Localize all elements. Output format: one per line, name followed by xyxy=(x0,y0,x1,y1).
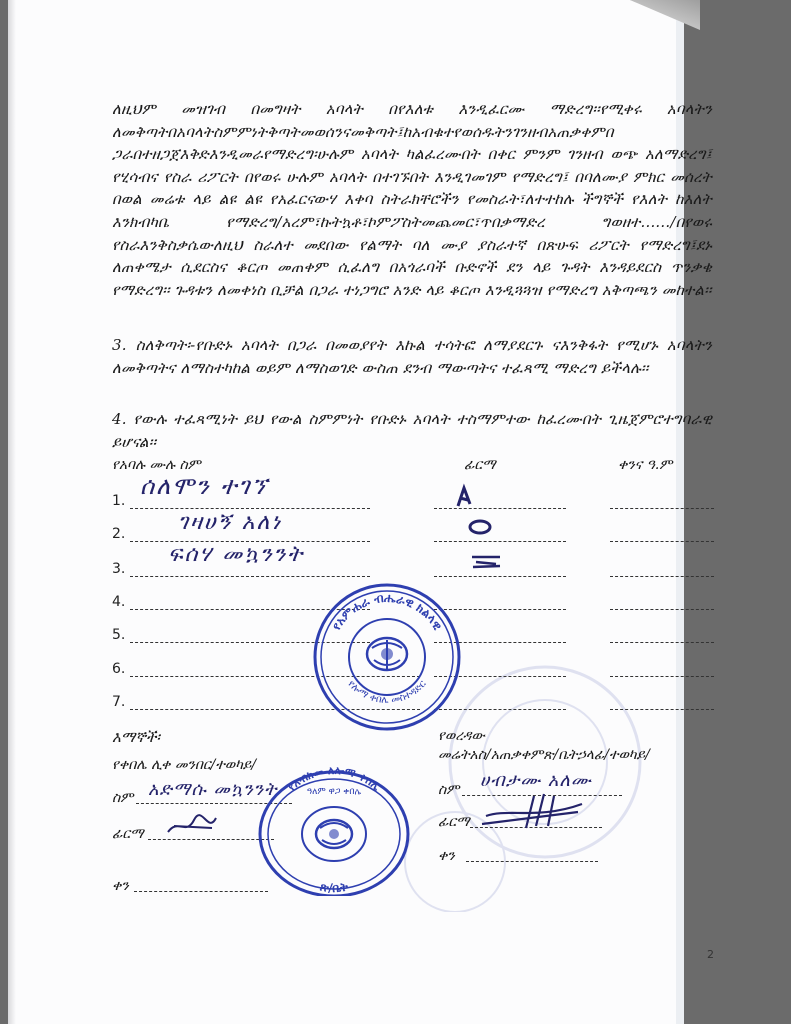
member-3-signature-mark xyxy=(470,552,504,570)
kebele-official-stamp-top xyxy=(312,582,462,732)
stamp-bottom-line2: ዓለም ዋጋ ቀበሌ xyxy=(306,787,362,797)
name-line xyxy=(130,508,370,509)
svg-text:ጽ/ቤት xyxy=(319,879,350,895)
row-number: 1. xyxy=(112,493,126,509)
official-date-label: ቀን xyxy=(438,848,455,864)
witness-signature-label: ፊርማ xyxy=(112,826,144,842)
row-number: 7. xyxy=(112,694,126,710)
kebele-chairman-label: የቀበሌ ሊቀ መንበር/ተወካይ/ xyxy=(112,757,257,773)
page-left-shadow xyxy=(8,0,16,1024)
date-header: ቀንና ዓ.ም xyxy=(618,457,673,473)
official-date-line xyxy=(466,861,598,862)
member-3-handwritten-name: ፍሰሃ መኳንንት xyxy=(168,542,305,567)
clause-3-penalty: 3. ስለቅጣት፡-የቡድኑ አባላት በጋራ በመወያየት እኩል ተሳትፎ ለማያደርጉ ናእንቅፋት የሚሆኑ አባላትን ለመቅጣትና ለማስተካከል ወይም ለማስወገድ ውስጠ ደንብ ማውጣትና ተፈጻሚ ማድረግ ይችላሉ፡፡ xyxy=(112,336,712,377)
date-line xyxy=(610,508,714,509)
date-line xyxy=(610,541,714,542)
date-line xyxy=(610,609,714,610)
woreda-title: የወረዳው xyxy=(438,728,485,744)
stamp-top-line1: የአምሐራ ብሔራዊ ክልላዊ xyxy=(329,590,445,633)
date-line xyxy=(610,676,714,677)
witnesses-title: እማኞች፡ xyxy=(112,728,160,746)
stamp-bottom-line1: የአብክመ ለሎማ ቀበሌ xyxy=(285,764,383,794)
official-signature-mark xyxy=(478,790,588,832)
signature-line xyxy=(434,576,566,577)
official-signature-label: ፊርማ xyxy=(438,814,470,830)
clause-intro-paragraph: ለዚህም መዝገብ በመግዛት አባላት በየእለቱ እንዲፈርሙ ማድረግ፡፡የሚቀሩ አባላትን ለመቅጣትበአባላትስምምነትቅጣትመወሰንናመቅጣት፤ከአብቁተየወሰዱትንገንዘብአጠቃቀምበ ጋራበተዘጋጀእቅድእንዲመራየማድረግ፡ሁሉም አባላት ካልፈረሙበት በቀር ምንም ገንዘብ ወጭ አለማድረግ፤ የሂሳብና የስራ ሪፖርት በየወሩ ሁሉም አባላት በተገኙበት እንዲገመገም የማድረግ፤ በባለሙያ ምክር መሰረት በወል መሬቱ ላይ ልዩ ልዩ የአፈርናውሃ እቀባ ስትራክቸሮችን የመስራት፣ለተተከሉ ችግኞች የእለት ከእለት እንክብካቤ የማድረግ/አረም፣ኩትኳቶ፣ኮምፖስትመጨመር፣ጥበቃማድረ ግወዘተ....../በየወሩ የስራእንቅስቃሴውለዚህ ስራለተ መደበው የልማት ባለ ሙያ ያስራተኛ በጽሁፍ ሪፖርት የማድረግ፤ደኑ ለጠቀሜታ ሲደርስና ቆርጦ መጠቀም ሲፈለግ በአጎራባች ቡድኖች ደን ላይ ጉዳት እንዳይደርስ ጥንቃቄ የማድረግ፡፡ ጉዳቱን ለመቀነስ ቢቻል በጋራ ተነጋግሮ አንድ ላይ ቆርጦ እንዲጓጓዝ የማድረግ አቅጣጫን መከተል፡፡ xyxy=(112,100,712,299)
witness-name-label: ስም xyxy=(112,790,134,806)
member-2-signature-mark xyxy=(466,516,496,538)
page-number: 2 xyxy=(707,948,714,961)
name-line xyxy=(130,576,370,577)
member-name-header: የአባሉ ሙሉ ስም xyxy=(112,457,201,473)
member-1-handwritten-name: ሰለሞን ተገኘ xyxy=(140,472,270,500)
witness-date-line xyxy=(134,891,268,892)
date-line xyxy=(610,576,714,577)
witness-date-label: ቀን xyxy=(112,878,129,894)
official-name-label: ስም xyxy=(438,782,460,798)
kebele-office-stamp-bottom xyxy=(256,764,412,896)
member-1-signature-mark xyxy=(450,482,480,512)
witness-signature-mark xyxy=(164,810,220,840)
date-line xyxy=(610,642,714,643)
stamp-top-inner: የሎማ ቀበሌ መስተዳድር xyxy=(345,678,429,707)
row-number: 4. xyxy=(112,594,126,610)
date-line xyxy=(610,709,714,710)
signature-line xyxy=(434,541,566,542)
clause-4-effectiveness: 4. የውሉ ተፈጻሚነት ይህ የውል ስምምነት የቡድኑ አባላት ተስማምተው ከፈረሙበት ጊዜጀምሮተግባራዊ ይሆናል፡፡ xyxy=(112,410,712,451)
official-handwritten-name: ሀብታሙ አለሙ xyxy=(480,770,592,791)
member-2-handwritten-name: ገዛሀኝ አለነ xyxy=(178,510,283,535)
stamp-bottom-inner: ጽ/ቤት xyxy=(318,879,350,896)
row-number: 6. xyxy=(112,661,126,677)
row-number: 2. xyxy=(112,526,126,542)
land-office-label: መሬትአስ/አጠቃቀምጽ/ቤትኃላፊ/ተወካይ/ xyxy=(438,747,650,763)
witness-handwritten-name: አድማሱ መኳንንት xyxy=(148,779,278,800)
stamp-emblem-icon xyxy=(367,638,407,670)
row-number: 5. xyxy=(112,627,126,643)
signature-header: ፊርማ xyxy=(464,457,496,473)
row-number: 3. xyxy=(112,561,126,577)
stamp-emblem-icon xyxy=(316,820,352,848)
